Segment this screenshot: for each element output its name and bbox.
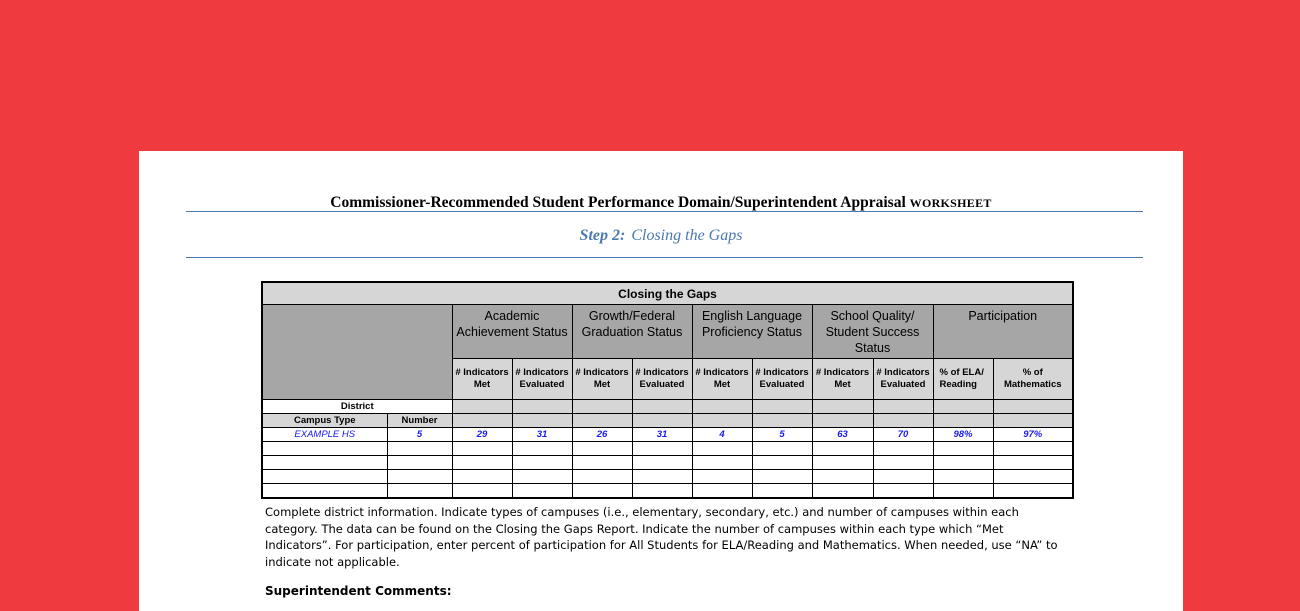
group-english-proficiency: English Language Proficiency Status — [692, 305, 812, 359]
example-value: 29 — [452, 428, 512, 442]
entry-row[interactable] — [262, 470, 1073, 484]
district-label: District — [262, 400, 452, 414]
example-value: 31 — [512, 428, 572, 442]
district-cell[interactable] — [993, 400, 1073, 414]
subheader-met: # Indicators Met — [452, 359, 512, 400]
subheader-evaluated: # Indicators Evaluated — [873, 359, 933, 400]
subheader-met: # Indicators Met — [692, 359, 752, 400]
step-title: Closing the Gaps — [631, 227, 743, 244]
entry-row[interactable] — [262, 484, 1073, 499]
district-cell[interactable] — [933, 400, 993, 414]
example-value: 5 — [752, 428, 812, 442]
district-cell[interactable] — [572, 400, 632, 414]
example-value: 4 — [692, 428, 752, 442]
title-main: Commissioner-Recommended Student Performance Domain/Superintendent Appraisal — [330, 194, 906, 211]
entry-row[interactable] — [262, 456, 1073, 470]
step-rule — [186, 257, 1143, 258]
worksheet-title — [139, 194, 1183, 212]
header-blank — [262, 305, 452, 400]
example-value: 70 — [873, 428, 933, 442]
district-cell[interactable] — [632, 400, 692, 414]
example-value: 63 — [812, 428, 873, 442]
group-growth-graduation: Growth/Federal Graduation Status — [572, 305, 692, 359]
step-label: Step 2: — [579, 227, 626, 244]
district-cell[interactable] — [452, 400, 512, 414]
district-cell[interactable] — [512, 400, 572, 414]
example-value: 31 — [632, 428, 692, 442]
worksheet-page — [139, 151, 1183, 611]
title-suffix: WORKSHEET — [909, 196, 992, 210]
example-row — [262, 428, 1073, 442]
district-cell[interactable] — [752, 400, 812, 414]
example-number: 5 — [387, 428, 452, 442]
subheader-met: # Indicators Met — [812, 359, 873, 400]
example-value: 97% — [993, 428, 1073, 442]
district-cell[interactable] — [873, 400, 933, 414]
subheader-evaluated: # Indicators Evaluated — [752, 359, 812, 400]
subheader-ela-reading: % of ELA/ Reading — [933, 359, 993, 400]
district-cell[interactable] — [812, 400, 873, 414]
district-cell[interactable] — [692, 400, 752, 414]
subheader-met: # Indicators Met — [572, 359, 632, 400]
step-heading — [139, 227, 1183, 245]
example-value: 26 — [572, 428, 632, 442]
example-value: 98% — [933, 428, 993, 442]
table-title: Closing the Gaps — [262, 282, 1073, 305]
campus-type-label: Campus Type — [262, 414, 387, 428]
instructions-paragraph: Complete district information. Indicate types of campuses (i.e., elementary, secondary, etc.) and number of campuses within each category. The data can be found on the Closing the Gaps Report. Indicate the number of campuses within each type which “Met Indicators”. For participation, enter percent of participation for All Students for ELA/Reading and Mathematics. When needed, use “NA” to indicate not applicable. — [265, 505, 1058, 569]
title-rule — [186, 211, 1143, 212]
superintendent-comments-label: Superintendent Comments: — [265, 584, 452, 598]
entry-row[interactable] — [262, 442, 1073, 456]
group-participation: Participation — [933, 305, 1073, 359]
subheader-mathematics: % of Mathematics — [993, 359, 1073, 400]
subheader-evaluated: # Indicators Evaluated — [512, 359, 572, 400]
group-school-quality: School Quality/ Student Success Status — [812, 305, 933, 359]
number-label: Number — [387, 414, 452, 428]
example-campus: EXAMPLE HS — [262, 428, 387, 442]
group-academic-achievement: Academic Achievement Status — [452, 305, 572, 359]
closing-gaps-table — [261, 281, 1074, 499]
subheader-evaluated: # Indicators Evaluated — [632, 359, 692, 400]
